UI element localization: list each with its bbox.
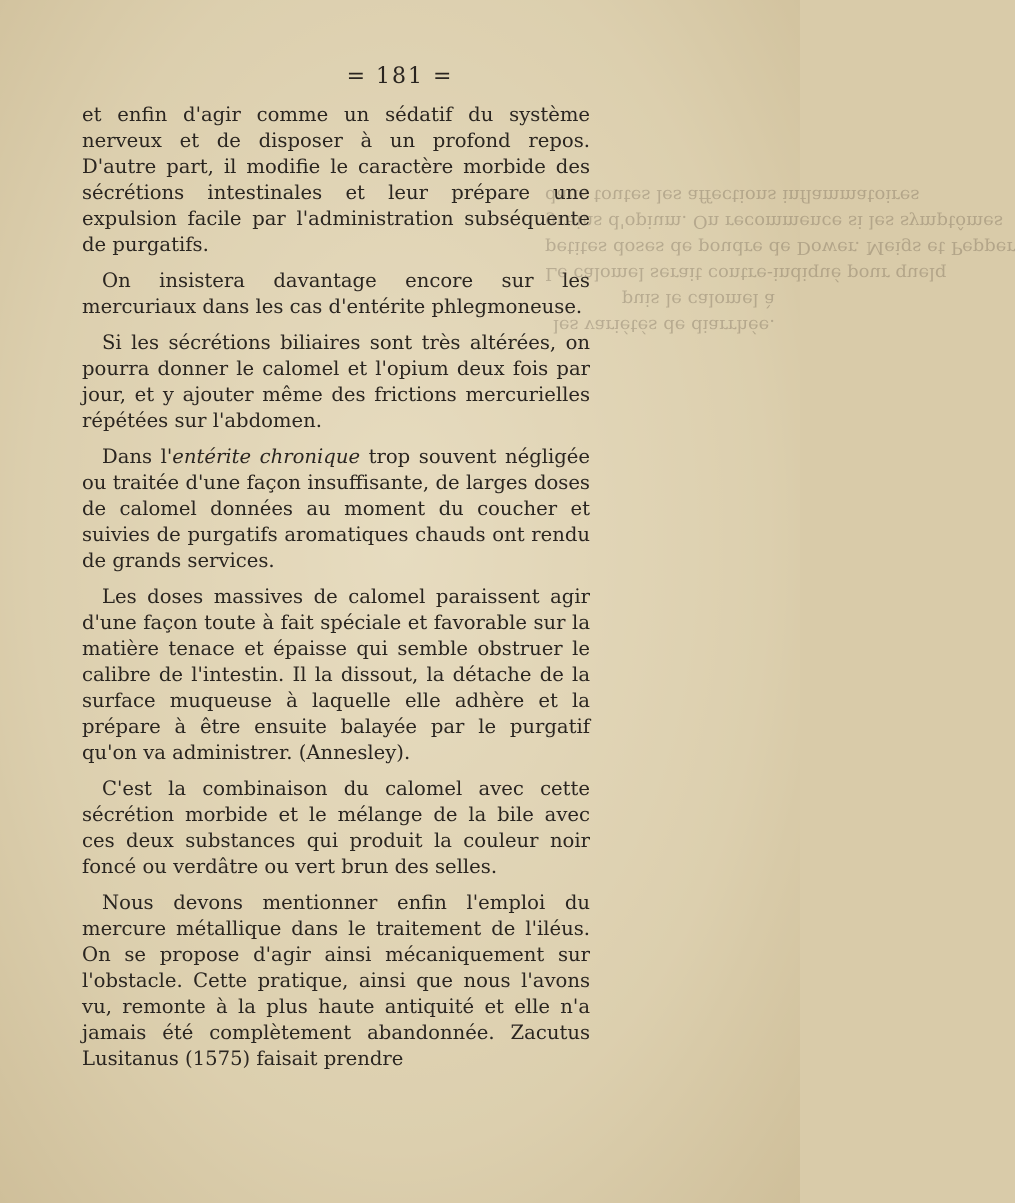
paragraph-4-rest: trop souvent négligée ou traitée d'une façon insuffisante, de larges doses de calomel données au moment du coucher et suivies de purgatifs aromatiques chauds ont rendu de grands services. xyxy=(82,445,591,572)
bleed-line: Le calomel serait contre-indiqué pour quelq xyxy=(545,263,947,284)
paragraph-6: C'est la combinaison du calomel avec cette sécrétion morbide et le mélange de la bile avec ces deux substances qui produit la couleur noir foncé ou verdâtre ou vert brun des selles. xyxy=(82,777,590,878)
paragraph-5: Les doses massives de calomel paraissent agir d'une façon toute à fait spéciale et favorable sur la matière tenace et épaisse qui semble obstruer le calibre de l'intestin. Il la dissout, la détache de la surface muqueuse à laquelle elle adhère et la prépare à être ensuite balayée par le purgatif qu'on va administrer. (Annesley). xyxy=(82,585,590,764)
bleed-line: petites doses de poudre de Dower. Meigs et Pepper xyxy=(545,237,1015,258)
bleed-line: puis le calomel à xyxy=(621,289,775,310)
paragraph-4-emphasis: entérite chronique xyxy=(172,445,361,468)
bleed-line: grains d'opium. On recommence si les symptômes xyxy=(545,211,1004,232)
paragraph-7: Nous devons mentionner enfin l'emploi du mercure métallique dans le traitement de l'iléus. On se propose d'agir ainsi mécaniquement sur l'obstacle. Cette pratique, ainsi que nous l'avons vu, remonte à la plus haute antiquité et elle n'a jamais été complètement abandonnée. Zacutus Lusitanus (1575) faisait prendre xyxy=(82,891,590,1070)
paragraph-4 xyxy=(82,444,590,574)
paragraph-1: et enfin d'agir comme un sédatif du système nerveux et de disposer à un profond repos. D'autre part, il modifie le caractère morbide des sécrétions intestinales et leur prépare une expulsion facile par l'administration subséquente de purgatifs. xyxy=(82,103,590,256)
paragraph-4-prefix: Dans l' xyxy=(102,445,173,468)
body-text xyxy=(82,102,590,1072)
page-number: = 181 = xyxy=(346,64,454,89)
bleed-line: dans toutes les affections inflammatoires xyxy=(545,185,920,206)
paragraph-2: On insistera davantage encore sur les mercuriaux dans les cas d'entérite phlegmoneuse. xyxy=(82,269,590,318)
bleed-line: les variétés de diarrhée. xyxy=(553,315,775,336)
bleed-through-text xyxy=(545,182,1015,338)
paragraph-3: Si les sécrétions biliaires sont très altérées, on pourra donner le calomel et l'opium deux fois par jour, et y ajouter même des frictions mercurielles répétées sur l'abdomen. xyxy=(82,331,590,432)
